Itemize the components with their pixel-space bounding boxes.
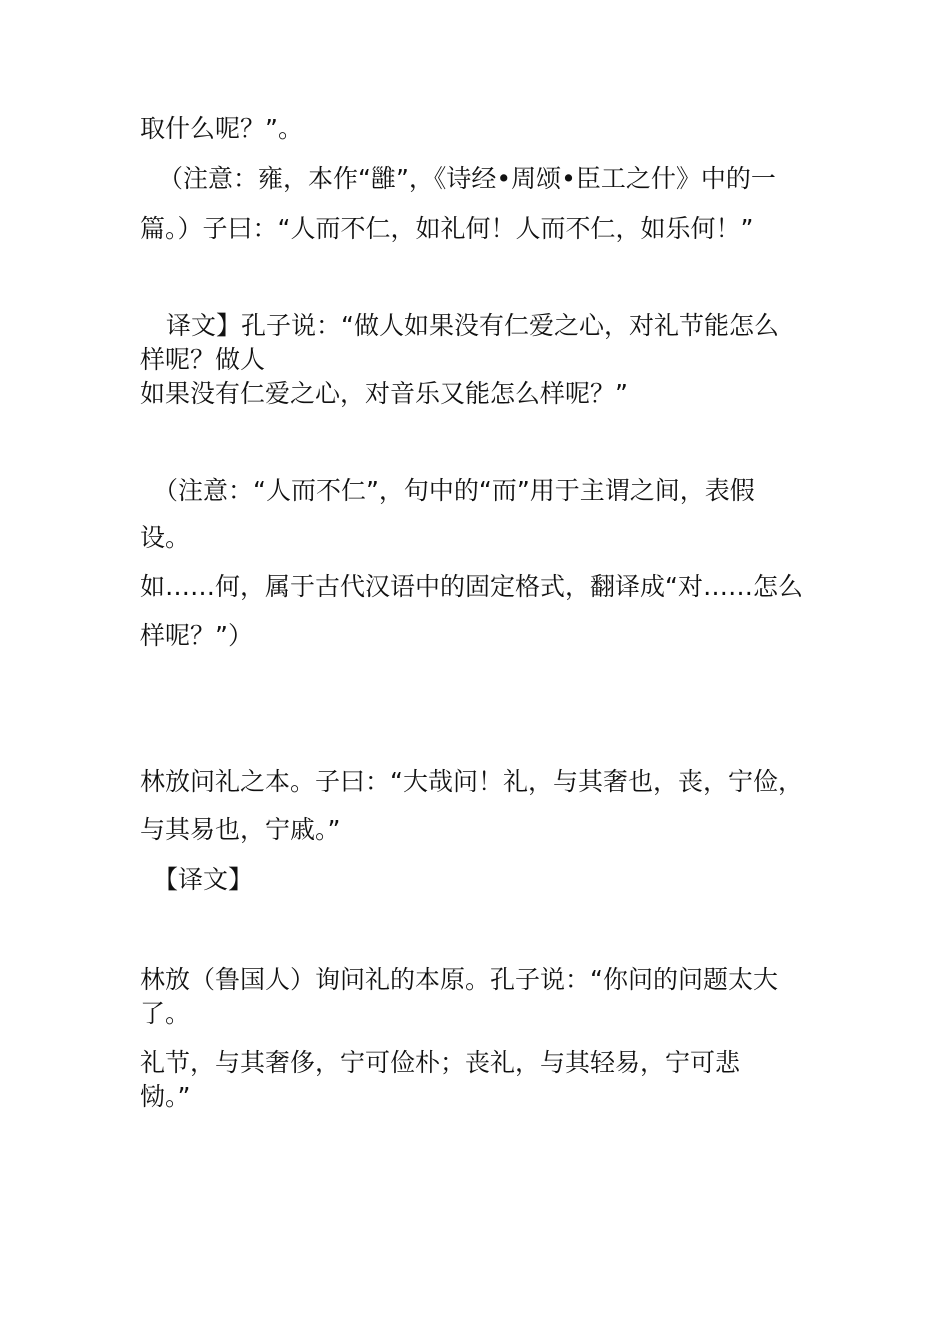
translation-line-5: 了。 (140, 999, 191, 1028)
text-line-12: 与其易也，宁戚。” (140, 815, 341, 844)
translation-line-4: 林放（鲁国人）询问礼的本原。孔子说：“你问的问题太大 (140, 965, 778, 994)
note-line-5: 样呢？”） (140, 621, 253, 650)
note-line-3: 设。 (140, 523, 191, 552)
translation-line-6: 礼节，与其奢侈，宁可俭朴；丧礼，与其轻易，宁可悲 (140, 1048, 741, 1077)
text-line-3: 篇。）子曰：“人而不仁，如礼何！人而不仁，如乐何！” (140, 214, 754, 243)
note-line-4: 如……何，属于古代汉语中的固定格式，翻译成“对……怎么 (140, 572, 803, 601)
translation-line-1: 译文】孔子说：“做人如果没有仁爱之心，对礼节能怎么 (166, 311, 779, 340)
text-line-11: 林放问礼之本。子曰：“大哉问！礼，与其奢也，丧，宁俭， (140, 767, 803, 796)
note-line-2: （注意：“人而不仁”，句中的“而”用于主谓之间，表假 (153, 476, 755, 505)
translation-heading: 【译文】 (153, 865, 254, 894)
text-line-1: 取什么呢？”。 (140, 114, 303, 143)
note-line-1: （注意：雍，本作“雝”，《诗经•周颂•臣工之什》中的一 (158, 164, 776, 193)
translation-line-7: 恸。” (140, 1082, 191, 1111)
translation-line-2: 样呢？做人 (140, 345, 266, 374)
translation-line-3: 如果没有仁爱之心，对音乐又能怎么样呢？” (140, 379, 628, 408)
